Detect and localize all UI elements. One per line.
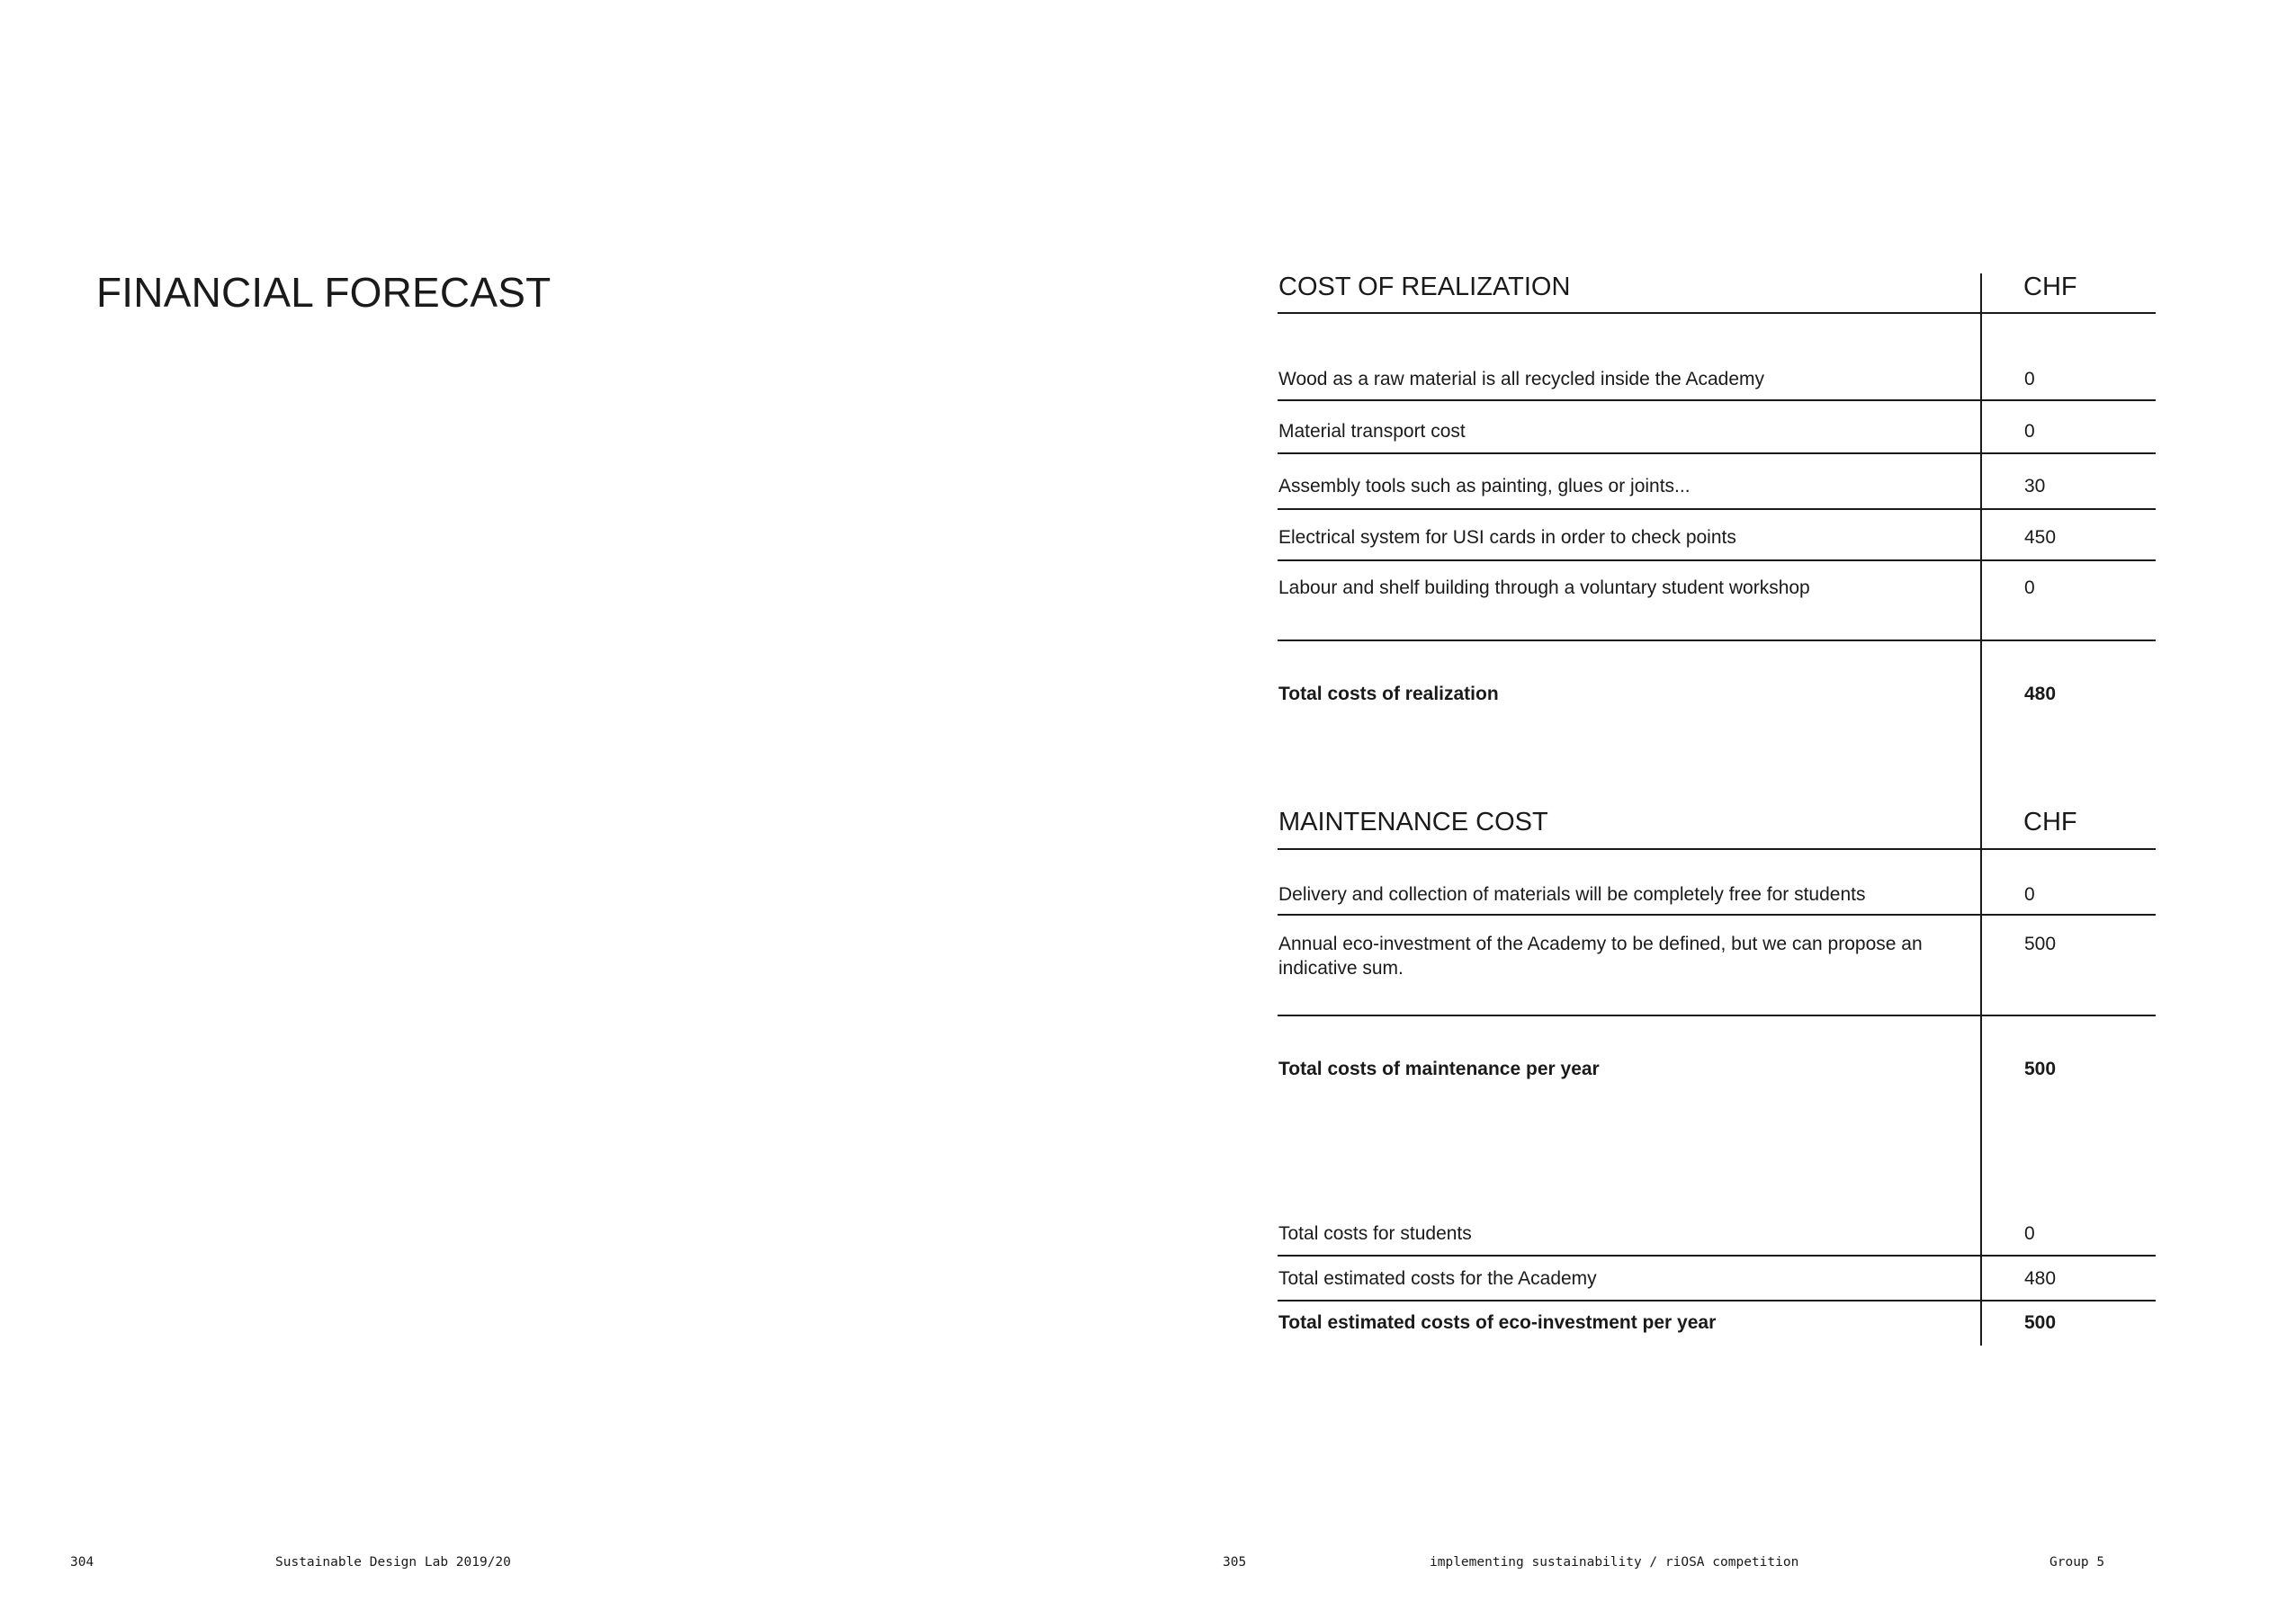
row-rule [1278, 640, 2156, 641]
maintenance-row-value: 0 [2024, 884, 2035, 905]
summary-total-label: Total estimated costs of eco-investment per year [1278, 1312, 1717, 1333]
page-title: FINANCIAL FORECAST [96, 269, 552, 316]
footer-publication-title: Sustainable Design Lab 2019/20 [275, 1555, 511, 1570]
realization-row-label: Electrical system for USI cards in order to check points [1278, 527, 1736, 548]
footer-section-title: implementing sustainability / riOSA competition [1430, 1555, 1799, 1570]
summary-row-label: Total costs for students [1278, 1223, 1472, 1244]
column-divider [1980, 273, 1982, 1346]
realization-total-value: 480 [2024, 684, 2057, 704]
row-rule [1278, 914, 2156, 916]
footer-page-number-right: 305 [1223, 1555, 1247, 1570]
row-rule [1278, 399, 2156, 401]
realization-row-value: 450 [2024, 527, 2057, 548]
maintenance-currency-header: CHF [2023, 808, 2077, 836]
row-rule [1278, 508, 2156, 510]
summary-total-value: 500 [2024, 1312, 2057, 1333]
realization-row-label: Wood as a raw material is all recycled inside the Academy [1278, 369, 1765, 389]
footer-group-label: Group 5 [2049, 1555, 2105, 1570]
realization-row-value: 0 [2024, 421, 2035, 442]
realization-currency-header: CHF [2023, 273, 2077, 301]
realization-heading: COST OF REALIZATION [1278, 273, 1571, 301]
maintenance-row-label: Delivery and collection of materials will be completely free for students [1278, 884, 1866, 905]
row-rule [1278, 1300, 2156, 1301]
maintenance-header-rule [1278, 848, 2156, 850]
row-rule [1278, 452, 2156, 454]
maintenance-total-label: Total costs of maintenance per year [1278, 1059, 1600, 1079]
footer-page-number-left: 304 [70, 1555, 94, 1570]
summary-row-value: 0 [2024, 1223, 2035, 1244]
realization-row-label: Material transport cost [1278, 421, 1466, 442]
row-rule [1278, 1015, 2156, 1016]
maintenance-row-label: Annual eco-investment of the Academy to be defined, but we can propose an indicative sum. [1278, 934, 1923, 979]
realization-header-rule [1278, 312, 2156, 314]
maintenance-row-value: 500 [2024, 934, 2057, 954]
realization-row-label: Labour and shelf building through a voluntary student workshop [1278, 577, 1810, 598]
realization-row-value: 30 [2024, 476, 2046, 496]
realization-row-value: 0 [2024, 577, 2035, 598]
realization-total-label: Total costs of realization [1278, 684, 1499, 704]
row-rule [1278, 559, 2156, 561]
maintenance-total-value: 500 [2024, 1059, 2057, 1079]
summary-row-label: Total estimated costs for the Academy [1278, 1268, 1597, 1289]
row-rule [1278, 1255, 2156, 1257]
maintenance-heading: MAINTENANCE COST [1278, 808, 1548, 836]
realization-row-label: Assembly tools such as painting, glues or joints... [1278, 476, 1691, 496]
realization-row-value: 0 [2024, 369, 2035, 389]
summary-row-value: 480 [2024, 1268, 2057, 1289]
